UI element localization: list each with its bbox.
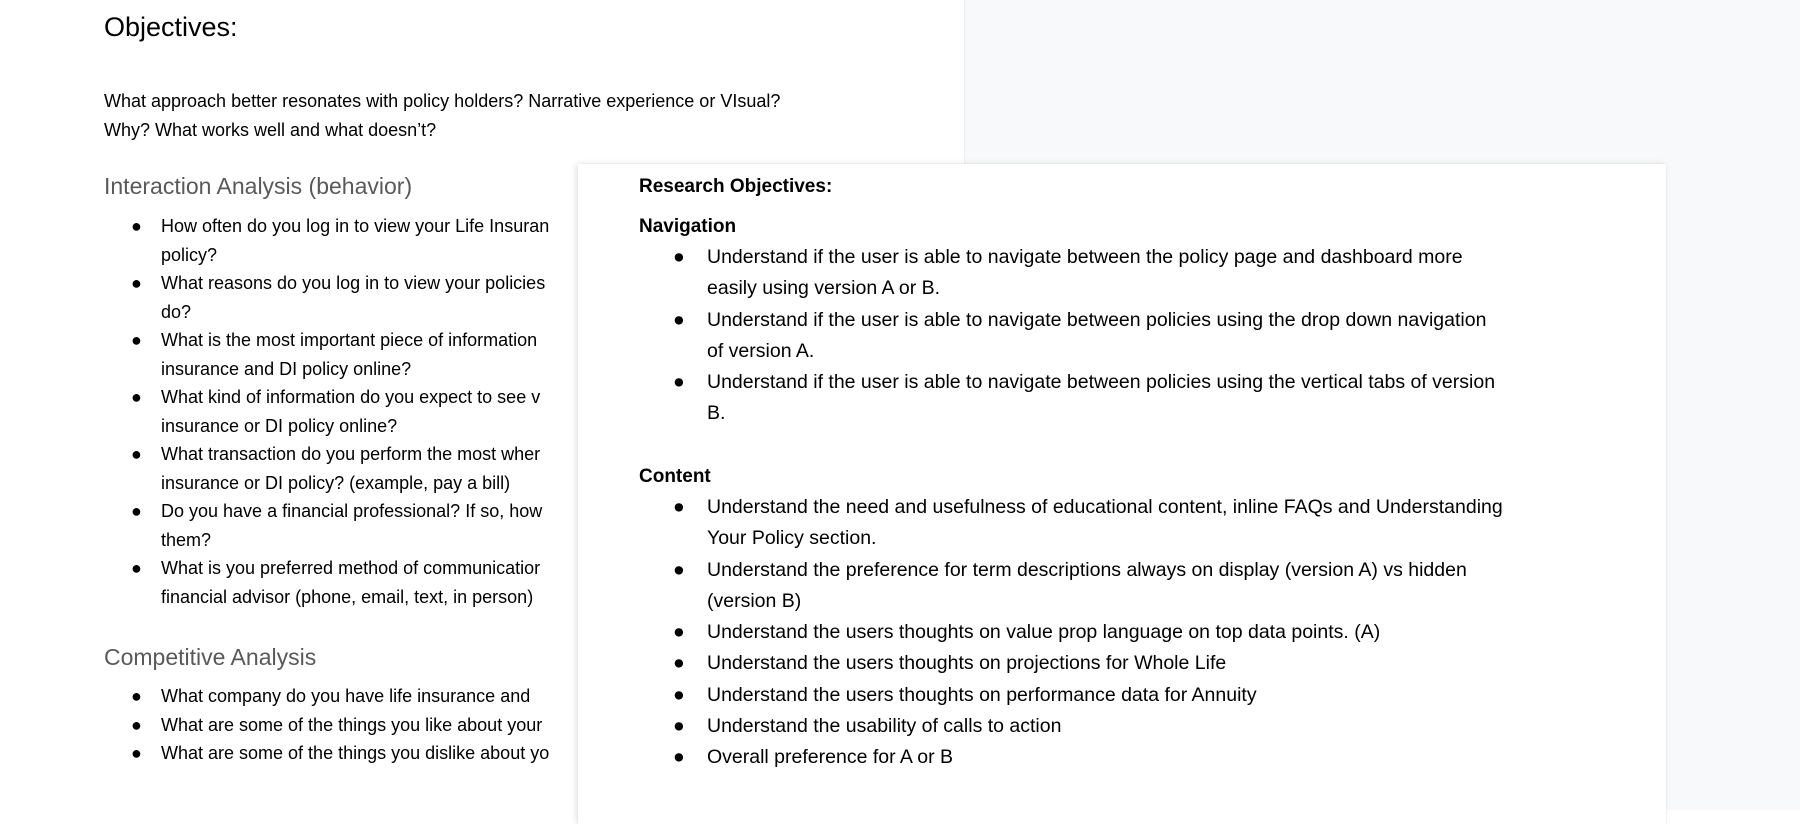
list-item: ● What transaction do you perform the most wher insurance or DI policy? (example, pay a bill) bbox=[104, 440, 661, 497]
intro-line: Why? What works well and what doesn’t? bbox=[104, 119, 437, 140]
bullet-icon: ● bbox=[673, 652, 685, 675]
list-item: ● Understand the preference for term descriptions always on display (version A) vs hidden (version B) bbox=[639, 555, 1507, 618]
bullet-icon: ● bbox=[673, 683, 685, 706]
bullet-icon: ● bbox=[673, 371, 685, 394]
content-objectives-list bbox=[639, 492, 1599, 774]
list-item: ● What are some of the things you dislike about yo bbox=[104, 739, 661, 768]
list-item: ● Understand the users thoughts on projections for Whole Life bbox=[639, 648, 1507, 679]
bullet-icon: ● bbox=[131, 558, 142, 578]
list-item: ● What company do you have life insurance and bbox=[104, 682, 661, 711]
bullet-icon: ● bbox=[131, 216, 142, 236]
bullet-icon: ● bbox=[673, 746, 685, 769]
list-item: ● What kind of information do you expect to see v insurance or DI policy online? bbox=[104, 383, 661, 440]
bullet-icon: ● bbox=[131, 686, 142, 706]
interaction-analysis-heading: Interaction Analysis (behavior) bbox=[104, 173, 413, 199]
list-item: ● What is the most important piece of information insurance and DI policy online? bbox=[104, 326, 661, 383]
bullet-icon: ● bbox=[673, 246, 685, 268]
list-item: ● Understand the users thoughts on value prop language on top data points. (A) bbox=[639, 617, 1507, 648]
bullet-icon: ● bbox=[673, 621, 685, 644]
bullet-icon: ● bbox=[131, 501, 142, 521]
list-item: ● Understand if the user is able to navigate between policies using the vertical tabs of version B. bbox=[639, 367, 1507, 430]
list-item: ● Overall preference for A or B bbox=[639, 742, 1507, 773]
bullet-icon: ● bbox=[673, 308, 685, 331]
list-item: ● Understand the users thoughts on performance data for Annuity bbox=[639, 680, 1507, 711]
bullet-icon: ● bbox=[673, 558, 685, 581]
list-item: ● Do you have a financial professional? If so, how them? bbox=[104, 497, 661, 554]
list-item: ● What are some of the things you like about your bbox=[104, 711, 661, 740]
list-item: ● Understand if the user is able to navigate between the policy page and dashboard more easily using version A or B. bbox=[639, 242, 1507, 305]
list-item: ● What reasons do you log in to view your policies do? bbox=[104, 269, 661, 326]
bullet-icon: ● bbox=[131, 273, 142, 293]
bullet-icon: ● bbox=[673, 496, 685, 518]
list-item: ● Understand the need and usefulness of educational content, inline FAQs and Understanding Your Policy section. bbox=[639, 492, 1507, 555]
bullet-icon: ● bbox=[131, 387, 142, 407]
bullet-icon: ● bbox=[131, 714, 142, 735]
list-item: ● How often do you log in to view your Life Insuran policy? bbox=[104, 212, 661, 269]
list-item: ● Understand the usability of calls to action bbox=[639, 711, 1507, 742]
navigation-objectives-list bbox=[639, 242, 1599, 430]
bullet-icon: ● bbox=[131, 743, 142, 763]
bullet-icon: ● bbox=[131, 444, 142, 464]
competitive-analysis-heading: Competitive Analysis bbox=[104, 644, 317, 670]
objectives-heading: Objectives: bbox=[104, 12, 238, 42]
navigation-heading: Navigation bbox=[639, 216, 737, 237]
list-item: ● Understand if the user is able to navigate between policies using the drop down navigation of version A. bbox=[639, 305, 1507, 368]
content-heading: Content bbox=[639, 466, 711, 487]
intro-line: What approach better resonates with policy holders? Narrative experience or VIsual? bbox=[104, 91, 781, 111]
list-item: ● What is you preferred method of communicatior financial advisor (phone, email, text, in person) bbox=[104, 554, 661, 611]
research-objectives-title: Research Objectives: bbox=[639, 176, 833, 197]
intro-paragraph bbox=[104, 87, 780, 144]
bullet-icon: ● bbox=[673, 715, 685, 738]
bullet-icon: ● bbox=[131, 330, 142, 350]
research-objectives-panel bbox=[578, 164, 1666, 824]
